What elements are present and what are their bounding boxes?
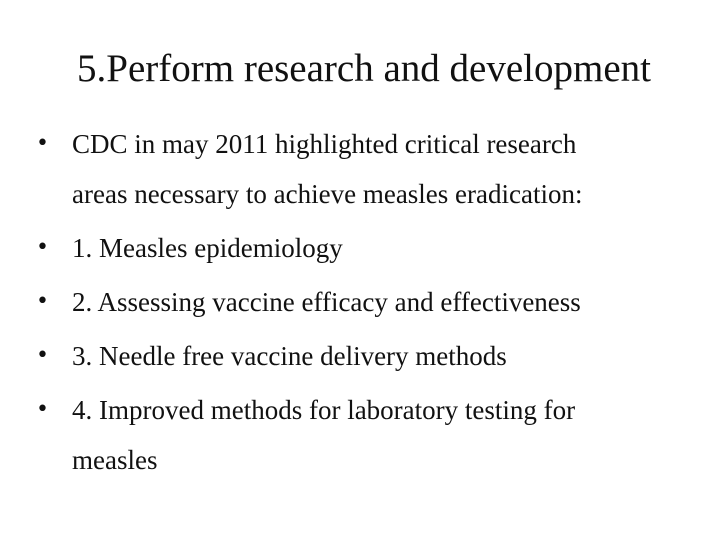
bullet-text-line: 1. Measles epidemiology	[72, 233, 343, 263]
bullet-icon: •	[36, 289, 49, 314]
bullet-item-vaccine-efficacy	[36, 282, 676, 322]
bullet-list	[36, 124, 676, 494]
bullet-text-line: CDC in may 2011 highlighted critical research	[72, 129, 577, 159]
bullet-icon: •	[36, 343, 49, 368]
bullet-item-needle-free	[36, 336, 676, 376]
bullet-text-line: areas necessary to achieve measles eradication:	[72, 179, 583, 209]
bullet-item-lab-testing	[36, 390, 676, 480]
bullet-text-line: 4. Improved methods for laboratory testing for	[72, 395, 576, 425]
bullet-icon: •	[36, 131, 49, 156]
slide-title: 5.Perform research and development	[77, 47, 651, 90]
bullet-item-epidemiology	[36, 228, 676, 268]
bullet-text-line: measles	[72, 445, 158, 475]
bullet-text-line: 3. Needle free vaccine delivery methods	[72, 341, 507, 371]
bullet-icon: •	[36, 397, 49, 422]
bullet-text-line: 2. Assessing vaccine efficacy and effectiveness	[72, 287, 581, 317]
bullet-item-cdc-research	[36, 124, 676, 214]
bullet-icon: •	[36, 235, 49, 260]
